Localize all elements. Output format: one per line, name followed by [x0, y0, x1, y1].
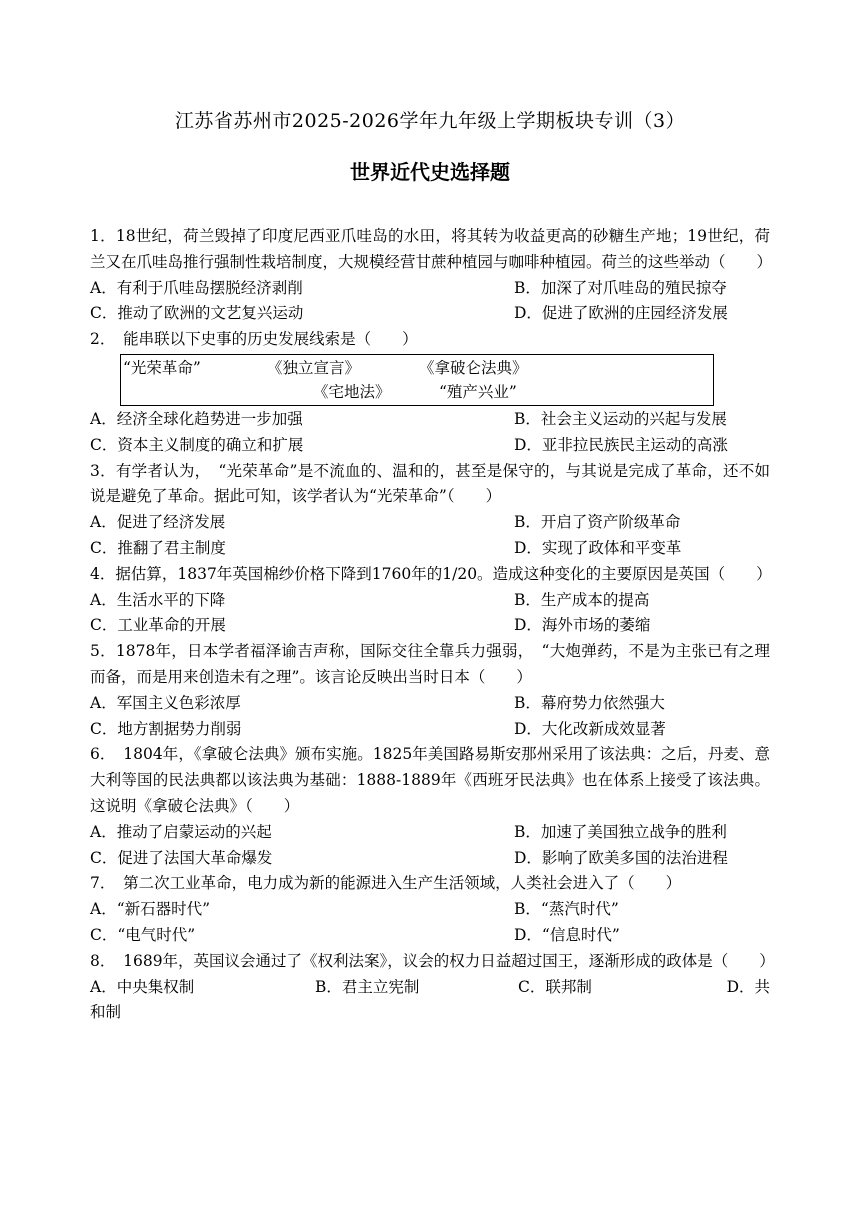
option-b: B．加速了美国独立战争的胜利	[514, 822, 727, 841]
question-stem: 1．18世纪，荷兰毁掉了印度尼西亚爪哇岛的水田，将其转为收益更高的砂糖生产地；19世纪，荷兰又在爪哇岛推行强制性栽培制度，大规模经营甘蔗种植园与咖啡种植园。荷兰的这些举动（ ）	[90, 227, 773, 271]
option-c: C．资本主义制度的确立和扩展	[90, 435, 304, 454]
option-b: B．君主立宪制	[315, 977, 420, 996]
option-a: A．有利于爪哇岛摆脱经济剥削	[90, 278, 303, 297]
option-c: C．推动了欧洲的文艺复兴运动	[90, 304, 304, 323]
option-list	[90, 588, 770, 640]
option-a: A．生活水平的下降	[90, 590, 226, 609]
question-stem: 2． 能串联以下史事的历史发展线索是（ ）	[90, 330, 418, 349]
page-title: 江苏省苏州市2025-2026学年九年级上学期板块专训（3）	[174, 110, 686, 132]
question-7	[90, 871, 770, 948]
question-1	[90, 224, 773, 327]
question-8	[90, 949, 775, 1026]
question-6	[90, 742, 770, 871]
option-list	[90, 276, 770, 328]
option-list	[90, 897, 770, 949]
clue-item: “殖产兴业”	[439, 382, 517, 401]
option-a: A．经济全球化趋势进一步加强	[90, 409, 303, 428]
option-c: C．工业革命的开展	[90, 616, 226, 635]
clue-item: 《拿破仑法典》	[419, 358, 528, 377]
option-a: A．“新石器时代”	[90, 900, 211, 919]
question-stem: 8． 1689年，英国议会通过了《权利法案》，议会的权力日益超过国王，逐渐形成的政体是（ ）	[90, 951, 775, 970]
option-b: B．生产成本的提高	[514, 590, 650, 609]
option-b: B．社会主义运动的兴起与发展	[514, 409, 727, 428]
question-stem: 4．据估算，1837年英国棉纱价格下降到1760年的1/20。造成这种变化的主要原因是英国（ ）	[90, 564, 772, 583]
option-list	[90, 820, 770, 872]
option-d: D．影响了欧美多国的法治进程	[514, 848, 728, 867]
question-2	[90, 327, 770, 458]
option-b: B．开启了资产阶级革命	[514, 513, 681, 532]
option-list	[90, 975, 770, 1001]
clue-box	[120, 354, 714, 406]
option-c: C．联邦制	[518, 977, 592, 996]
page-subtitle: 世界近代史选择题	[350, 160, 510, 184]
option-a: A．军国主义色彩浓厚	[90, 693, 241, 712]
option-d: D．亚非拉民族民主运动的高涨	[514, 435, 728, 454]
option-c: C．“电气时代”	[90, 925, 196, 944]
question-stem: 3．有学者认为， “光荣革命”是不流血的、温和的，甚至是保守的，与其说是完成了革命，还不如说是避免了革命。据此可知，该学者认为“光荣革命”（ ）	[90, 461, 770, 506]
clue-item: “光荣革命”	[123, 358, 201, 377]
option-list	[90, 691, 770, 743]
option-d: D．“信息时代”	[514, 925, 620, 944]
option-b: B．加深了对爪哇岛的殖民掠夺	[514, 278, 727, 297]
clue-item: 《宅地法》	[313, 382, 391, 401]
option-d: D．大化改新成效显著	[514, 719, 666, 738]
option-c: C．地方割据势力削弱	[90, 719, 242, 738]
option-c: C．推翻了君主制度	[90, 538, 226, 557]
option-d: D．共	[726, 977, 770, 996]
option-b: B．“蒸汽时代”	[514, 900, 619, 919]
option-list	[90, 510, 770, 562]
option-c: C．促进了法国大革命爆发	[90, 848, 273, 867]
option-b: B．幕府势力依然强大	[514, 693, 665, 712]
question-list	[90, 224, 775, 1026]
option-a: A．推动了启蒙运动的兴起	[90, 822, 272, 841]
clue-item: 《独立宣言》	[267, 358, 361, 377]
question-stem: 6． 1804年，《拿破仑法典》颁布实施。1825年美国路易斯安那州采用了该法典：之后，丹麦、意大利等国的民法典都以该法典为基础：1888-1889年《西班牙民法典》也在体系上接受了该法典。这说明《拿破仑法典》（ ）	[90, 745, 770, 815]
question-4	[90, 562, 770, 639]
option-d: D．促进了欧洲的庄园经济发展	[514, 304, 728, 323]
question-stem: 5．1878年，日本学者福泽谕吉声称，国际交往全靠兵力强弱， “大炮弹药，不是为主张已有之理而备，而是用来创造未有之理”。该言论反映出当时日本（ ）	[90, 642, 770, 686]
option-d: D．海外市场的萎缩	[514, 616, 651, 635]
option-list	[90, 407, 770, 459]
option-a: A．中央集权制	[90, 977, 195, 996]
option-a: A．促进了经济发展	[90, 513, 226, 532]
question-5	[90, 639, 770, 742]
question-stem: 7． 第二次工业革命，电力成为新的能源进入生产生活领域，人类社会进入了（ ）	[90, 874, 682, 893]
option-d-continuation: 和制	[90, 1003, 122, 1022]
question-3	[90, 459, 770, 562]
option-d: D．实现了政体和平变革	[514, 538, 682, 557]
